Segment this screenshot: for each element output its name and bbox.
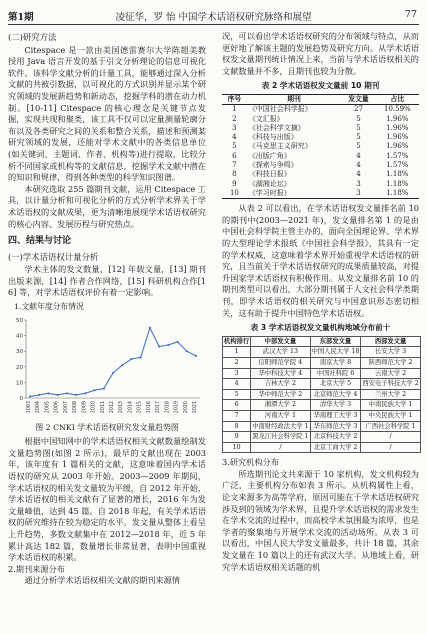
table-cell: 《探索与争鸣》: [248, 161, 298, 170]
data-point: [121, 364, 123, 366]
y-tick-label: 50: [16, 317, 23, 324]
y-tick-label: 20: [16, 364, 23, 371]
table-cell: 1.18%: [386, 170, 409, 179]
x-tick-label: 2006: [54, 400, 60, 413]
y-tick-label: 30: [16, 348, 23, 355]
data-point: [130, 358, 132, 360]
table-cell: 4: [356, 161, 361, 170]
issue-label: 第1期: [8, 12, 34, 23]
table-row: [223, 389, 421, 400]
table-cell: 3: [232, 123, 237, 132]
table-cell: 华中科技大学 4: [251, 368, 310, 379]
table-cell: 4: [356, 170, 361, 179]
data-point: [195, 354, 197, 356]
table3-header-cell: 中部发文量: [251, 336, 310, 347]
x-tick-label: 2016: [146, 400, 152, 413]
table-cell: 《科技与出版》: [248, 133, 298, 142]
section-title-results: 四、结果与讨论: [8, 236, 72, 247]
data-point: [38, 393, 40, 395]
x-tick-label: 2021: [193, 400, 198, 413]
table-cell: 8: [232, 170, 237, 179]
paragraph-institution-analysis: 所选期刊论文共来源于 10 家机构，发文机构较为广泛，主要机构分布如表 3 所示。从机构属性上看，论文来源多为高等学府，原因可能在于学术话语权研究涉及到的领域为学术界，且提升学术话语权的需求发生在学术交流的过程中，而高校学术氛围最为浓厚，也是学者的聚集地与开展学术交流的活动场所。从表 3 可以看出，中国人民大学发文量最多，共计 18 篇，其余发文量在 10 篇以上的还有武汉大学。从地域上看，研究学术话语权相关话题的机: [222, 468, 419, 572]
table-cell: 长安大学 3: [361, 347, 420, 358]
table-cell: 1.57%: [386, 151, 409, 160]
institution-table: [222, 336, 421, 454]
table-cell: 《文汇报》: [248, 114, 284, 123]
table-row: [222, 124, 419, 133]
table-row: [222, 142, 419, 151]
table-cell: 1.96%: [386, 142, 409, 151]
paragraph-trend-analysis: 根据中国知网中的学术话语权相关文献数量绘制发文量趋势图(如图 2 所示)，最早的文献出现在 2003 年，该年度有 1 篇相关的文献，这意味着国内学术话语权的研究从 2003 年开始。2003—2009 年期间，学术话语权的相关发文量较为平缓，自 2012 年开始，学术话语权的相关文献有了显著的增长，2016 年为发文量峰值，达到 45 篇。自 2018 年起，有关学术话语权的研究维持在较为稳定的水平。发文量从整体上看呈上升趋势，多数文献集中在 2012—2018 年，近 5 年累计高达 182 篇，数量增长非常显著，表明中国重视学术话语权的积累。: [8, 436, 206, 563]
data-point: [186, 350, 188, 352]
running-title: 凌征华，罗 怡 中国学术话语权研究脉络和展望: [115, 12, 312, 23]
table3-header-cell: 东部发文量: [310, 336, 361, 347]
table-cell: 南京大学 8: [310, 357, 361, 368]
table-row: [223, 432, 421, 443]
table-cell: 5: [356, 142, 361, 151]
table-row: [222, 152, 419, 161]
table-cell: 北京工商大学 2: [310, 442, 361, 453]
x-tick-label: 2010: [91, 400, 97, 413]
paragraph-study-scope: 本研究选取 255 篇期刊文献，运用 Citespace 工具，以计量分析和可视化分析的方式分析学术界关于学术话语权的文献成果，更为清晰地展现学术话语权研究的核心内容、发展历程与研究热点。: [8, 183, 206, 229]
table-cell: 3: [356, 179, 361, 188]
data-point: [93, 389, 95, 391]
table-cell: 华南理工大学 3: [310, 410, 361, 421]
table-cell: 《学习时报》: [248, 188, 291, 197]
data-point: [140, 356, 142, 358]
x-tick-label: 2015: [137, 400, 143, 413]
paragraph-journal-continued: 况，可以看出学术话语权研究的分布领域与特点，从而更好地了解该主题的发展趋势及研究方向。从学术话语权发文量期刊统计情况上来，当前与学术话语权相关的文献数量并不多，且期刊也较为分散。: [222, 31, 419, 76]
x-tick-label: 2009: [82, 400, 88, 413]
table-cell: 6: [223, 400, 251, 411]
table-row: [222, 189, 419, 199]
table-cell: 1.18%: [386, 188, 409, 197]
table-cell: 中国人民大学 18: [310, 347, 361, 358]
y-tick-label: 0: [19, 395, 23, 402]
paragraph-metrics-intro: 学术主体的发文数量，[12] 年载文量，[13] 期刊出版来源，[14] 作者合作网络，[15] 科研机构合作[16] 等，对学术话语权评价有着一定影响。: [8, 264, 206, 298]
table-cell: 吉林大学 2: [251, 379, 310, 390]
table-cell: 信阳师范学院 4: [251, 357, 310, 368]
data-point: [158, 345, 160, 347]
chart-heading: 1.文献年度分布情况: [14, 302, 84, 312]
table-cell: 武汉大学 13: [251, 347, 310, 358]
y-tick-label: 10: [16, 380, 23, 387]
table-cell: 广西社会科学院 1: [361, 421, 420, 432]
x-tick-label: 2008: [73, 400, 79, 413]
x-tick-label: 2012: [110, 400, 115, 413]
data-point: [47, 392, 49, 394]
table-cell: 1.96%: [386, 114, 409, 123]
table-cell: 华中师范大学 2: [251, 389, 310, 400]
table-cell: 《湖湘论坛》: [248, 179, 291, 188]
x-tick-label: 2014: [128, 400, 134, 413]
table-cell: 《社会科学文摘》: [248, 123, 305, 132]
header-rule: [8, 24, 419, 25]
table-cell: 《马克思主义研究》: [248, 142, 312, 151]
data-point: [66, 392, 68, 394]
table-cell: 5: [356, 123, 361, 132]
table-cell: 1.96%: [386, 123, 409, 132]
table-row: [223, 379, 421, 390]
table-cell: 北京科技大学 2: [310, 432, 361, 443]
table-cell: 华东师范大学 3: [310, 421, 361, 432]
table-cell: 中国社科院 6: [310, 368, 361, 379]
table-cell: 5: [223, 389, 251, 400]
table-cell: 1.96%: [386, 133, 409, 142]
table-cell: 1: [232, 105, 237, 114]
x-tick-label: 2020: [183, 400, 189, 413]
publication-trend-chart: [8, 314, 206, 420]
table-cell: 4: [223, 379, 251, 390]
table-cell: 3: [223, 368, 251, 379]
table3-header-cell: 机构排行: [223, 336, 251, 347]
table-cell: 中南民族大学 1: [361, 400, 420, 411]
page-header: [8, 9, 419, 23]
heading-institution-distribution: 3.研究机构分布: [222, 457, 279, 468]
table-row: [223, 368, 421, 379]
table-cell: 7: [223, 410, 251, 421]
table3-header-cell: 西部发文量: [361, 336, 420, 347]
right-column: [222, 31, 419, 573]
table-cell: 北京师范大学 4: [310, 389, 361, 400]
table-cell: 《科技日报》: [248, 170, 291, 179]
x-tick-label: 2017: [156, 400, 162, 413]
table2-caption: 表 2 学术话语权发文量前 10 期刊: [261, 81, 380, 91]
x-tick-label: 2018: [165, 400, 171, 413]
table-cell: /: [361, 432, 420, 443]
paragraph-journal-intro: 通过分析学术话语权相关文献的期刊来源情: [24, 575, 180, 586]
subsection-title-method: (二)研究方法: [8, 32, 57, 42]
table-cell: 10: [223, 442, 251, 453]
data-point: [75, 393, 77, 395]
table-cell: 中南财经政法大学 1: [251, 421, 310, 432]
table-cell: 1.57%: [386, 161, 409, 170]
table-cell: 7: [232, 161, 237, 170]
table-cell: 兰州大学 2: [361, 389, 420, 400]
data-point: [149, 326, 151, 328]
data-point: [112, 372, 114, 374]
table-cell: 10.59%: [383, 105, 411, 114]
page-number: 77: [404, 9, 417, 20]
journal-table: [222, 94, 419, 199]
table-cell: 2: [223, 357, 251, 368]
x-tick-label: 2005: [45, 400, 51, 413]
x-tick-label: 2007: [63, 400, 69, 413]
table-cell: 《出版广角》: [248, 151, 291, 160]
x-tick-label: 2003: [27, 400, 32, 413]
paragraph-citespace: Citespace 是一款由美国德雷赛尔大学陈超美教授用 Java 语言开发的基于引文分析理论的信息可视化软件。该科学文献分析的计量工具，能够通过深入分析文献的共被引数据，以可视化的方式识别并显示某个研究领域的发展新趋势和新动态，挖掘学科的潜在动力机制。[10-11] Citespace 的核心理念是关键节点发掘，实现共现和聚类，该工具不仅可以定量测量轮廓分布以及各类研究之间的关系和整合关系，描述和预测某研究领域的发展，还能对学术文献中的各类信息单位(如关键词、主题词、作者、机构等)进行提取，比较分析不同国家或机构等的文献信息，挖掘学术文献中潜在的知识和规律，得到各种类型的科学知识图谱。: [8, 44, 206, 183]
table-cell: /: [361, 442, 420, 453]
table-cell: 4: [356, 151, 361, 160]
table-cell: 4: [232, 133, 237, 142]
table-cell: 3: [356, 188, 361, 197]
table-cell: 9: [223, 432, 251, 443]
table-cell: 清华大学 3: [310, 400, 361, 411]
table-row: [222, 180, 419, 189]
table-row: [223, 357, 421, 368]
table-row: [222, 115, 419, 124]
table-row: [222, 105, 419, 115]
table-cell: 5: [356, 133, 361, 142]
table-cell: 10: [229, 188, 239, 197]
table2-header-cell: 期刊: [247, 94, 341, 104]
paragraph-journal-analysis: 从表 2 可以看出，在学术话语权发文量排名前 10 的期刊中(2003—2021 年)，发文量排名第 1 的是由中国社会科学院主管主办的，面向全国理论界、学术界的大型理论学术报纸《中国社会科学报》，其具有一定的学术权威，这意味着学术界开始重视学术话语权的研究，且当前关于学术话语权研究的成果质量较高，对提升国家学术话语权有积极作用。从发文量排名前 10 的期刊类型可以看出，大部分期刊属于人文社会科学类期刊，即学术话语权的相关研究与中国意识形态密切相关，这有助于提升中国特色学术话语权。: [222, 203, 419, 318]
subsection-title-metrics: (一)学术话语权计量分析: [8, 251, 99, 262]
table-cell: 黑龙江社会科学院 1: [251, 432, 310, 443]
table-row: [223, 421, 421, 432]
table-cell: 北京大学 5: [310, 379, 361, 390]
table-cell: 1.18%: [386, 179, 409, 188]
table-row: [223, 347, 421, 358]
data-point: [29, 395, 31, 397]
y-tick-label: 40: [16, 333, 23, 340]
data-point: [57, 393, 59, 395]
x-tick-label: 2013: [119, 400, 125, 413]
table-cell: 云南大学 2: [361, 368, 420, 379]
table-cell: 5: [232, 142, 237, 151]
data-point: [103, 387, 105, 389]
table-cell: 9: [232, 179, 237, 188]
table-cell: 中央民族大学 1: [361, 410, 420, 421]
data-point: [167, 344, 169, 346]
data-point: [176, 340, 178, 342]
x-tick-label: 2004: [36, 400, 42, 413]
table-row: [223, 442, 421, 453]
figure-caption: 图 2 CNKI 学术话语权研究发文量趋势图: [35, 422, 179, 432]
x-tick-label: 2019: [174, 400, 180, 413]
table-cell: 西安电子科技大学 2: [361, 379, 420, 390]
table-cell: 《中国社会科学报》: [248, 105, 312, 114]
heading-journal-distribution: 2.期刊来源分布: [8, 563, 65, 574]
table-cell: 5: [356, 114, 361, 123]
table2-header-cell: 发文量: [341, 94, 375, 104]
table-cell: 陕西师范大学 2: [361, 357, 420, 368]
table2-header-cell: 占比: [376, 94, 419, 104]
series-line: [30, 327, 196, 396]
table-cell: /: [251, 442, 310, 453]
x-tick-label: 2011: [100, 400, 106, 413]
table-row: [222, 161, 419, 170]
table-cell: 河南大学 1: [251, 410, 310, 421]
trend-chart-svg: [8, 314, 206, 420]
table-cell: 8: [223, 421, 251, 432]
table-row: [223, 400, 421, 411]
table-cell: 27: [354, 105, 363, 114]
table3-caption: 表 3 学术话语权发文量机构地域分布前十: [250, 323, 391, 333]
table-cell: 2: [232, 114, 237, 123]
table-cell: 6: [232, 151, 237, 160]
left-column: [8, 31, 206, 587]
table-row: [222, 170, 419, 179]
table-cell: 1: [223, 347, 251, 358]
table-row: [223, 410, 421, 421]
table2-header-cell: 序号: [222, 94, 247, 104]
data-point: [84, 392, 86, 394]
table-cell: 湘潭大学 2: [251, 400, 310, 411]
